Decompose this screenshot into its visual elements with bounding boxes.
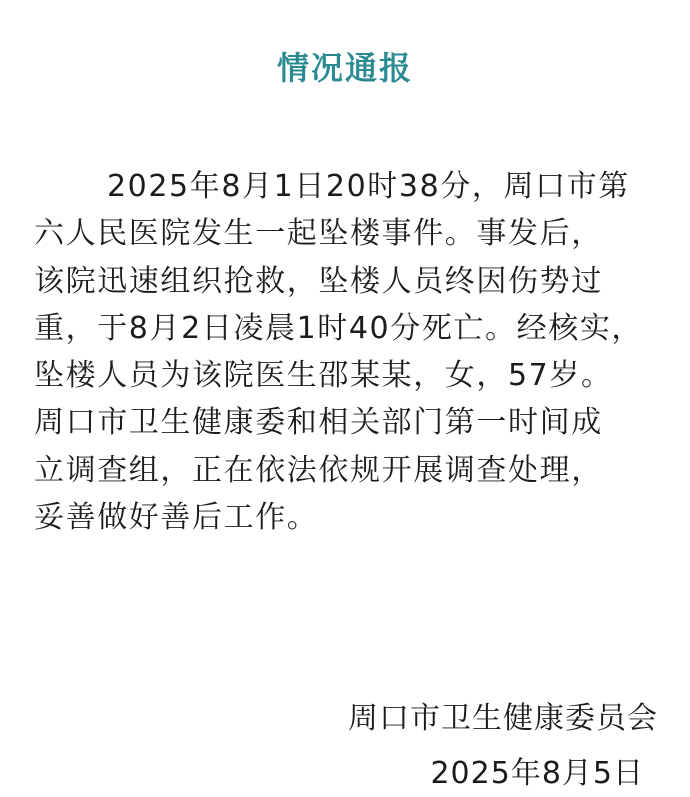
issue-date: 2025年8月5日 [430,756,644,791]
body-line: 重，于8月2日凌晨1时40分死亡。经核实， [34,310,644,346]
body-line: 坠楼人员为该院医生邵某某，女，57岁。 [34,358,613,394]
body-line: 立调查组，正在依法依规开展调查处理， [34,452,603,488]
body-line: 六人民医院发生一起坠楼事件。事发后， [34,216,603,252]
body-line: 周口市卫生健康委和相关部门第一时间成 [34,405,603,441]
body-line: 妥善做好善后工作。 [34,500,319,536]
notice-body [34,163,664,541]
body-line: 2025年8月1日20时38分，周口市第 [107,169,630,204]
notice-title: 情况通报 [276,49,413,87]
body-line: 该院迅速组织抢救，坠楼人员终因伤势过 [34,263,603,299]
issuer-signature: 周口市卫生健康委员会 [348,701,658,736]
